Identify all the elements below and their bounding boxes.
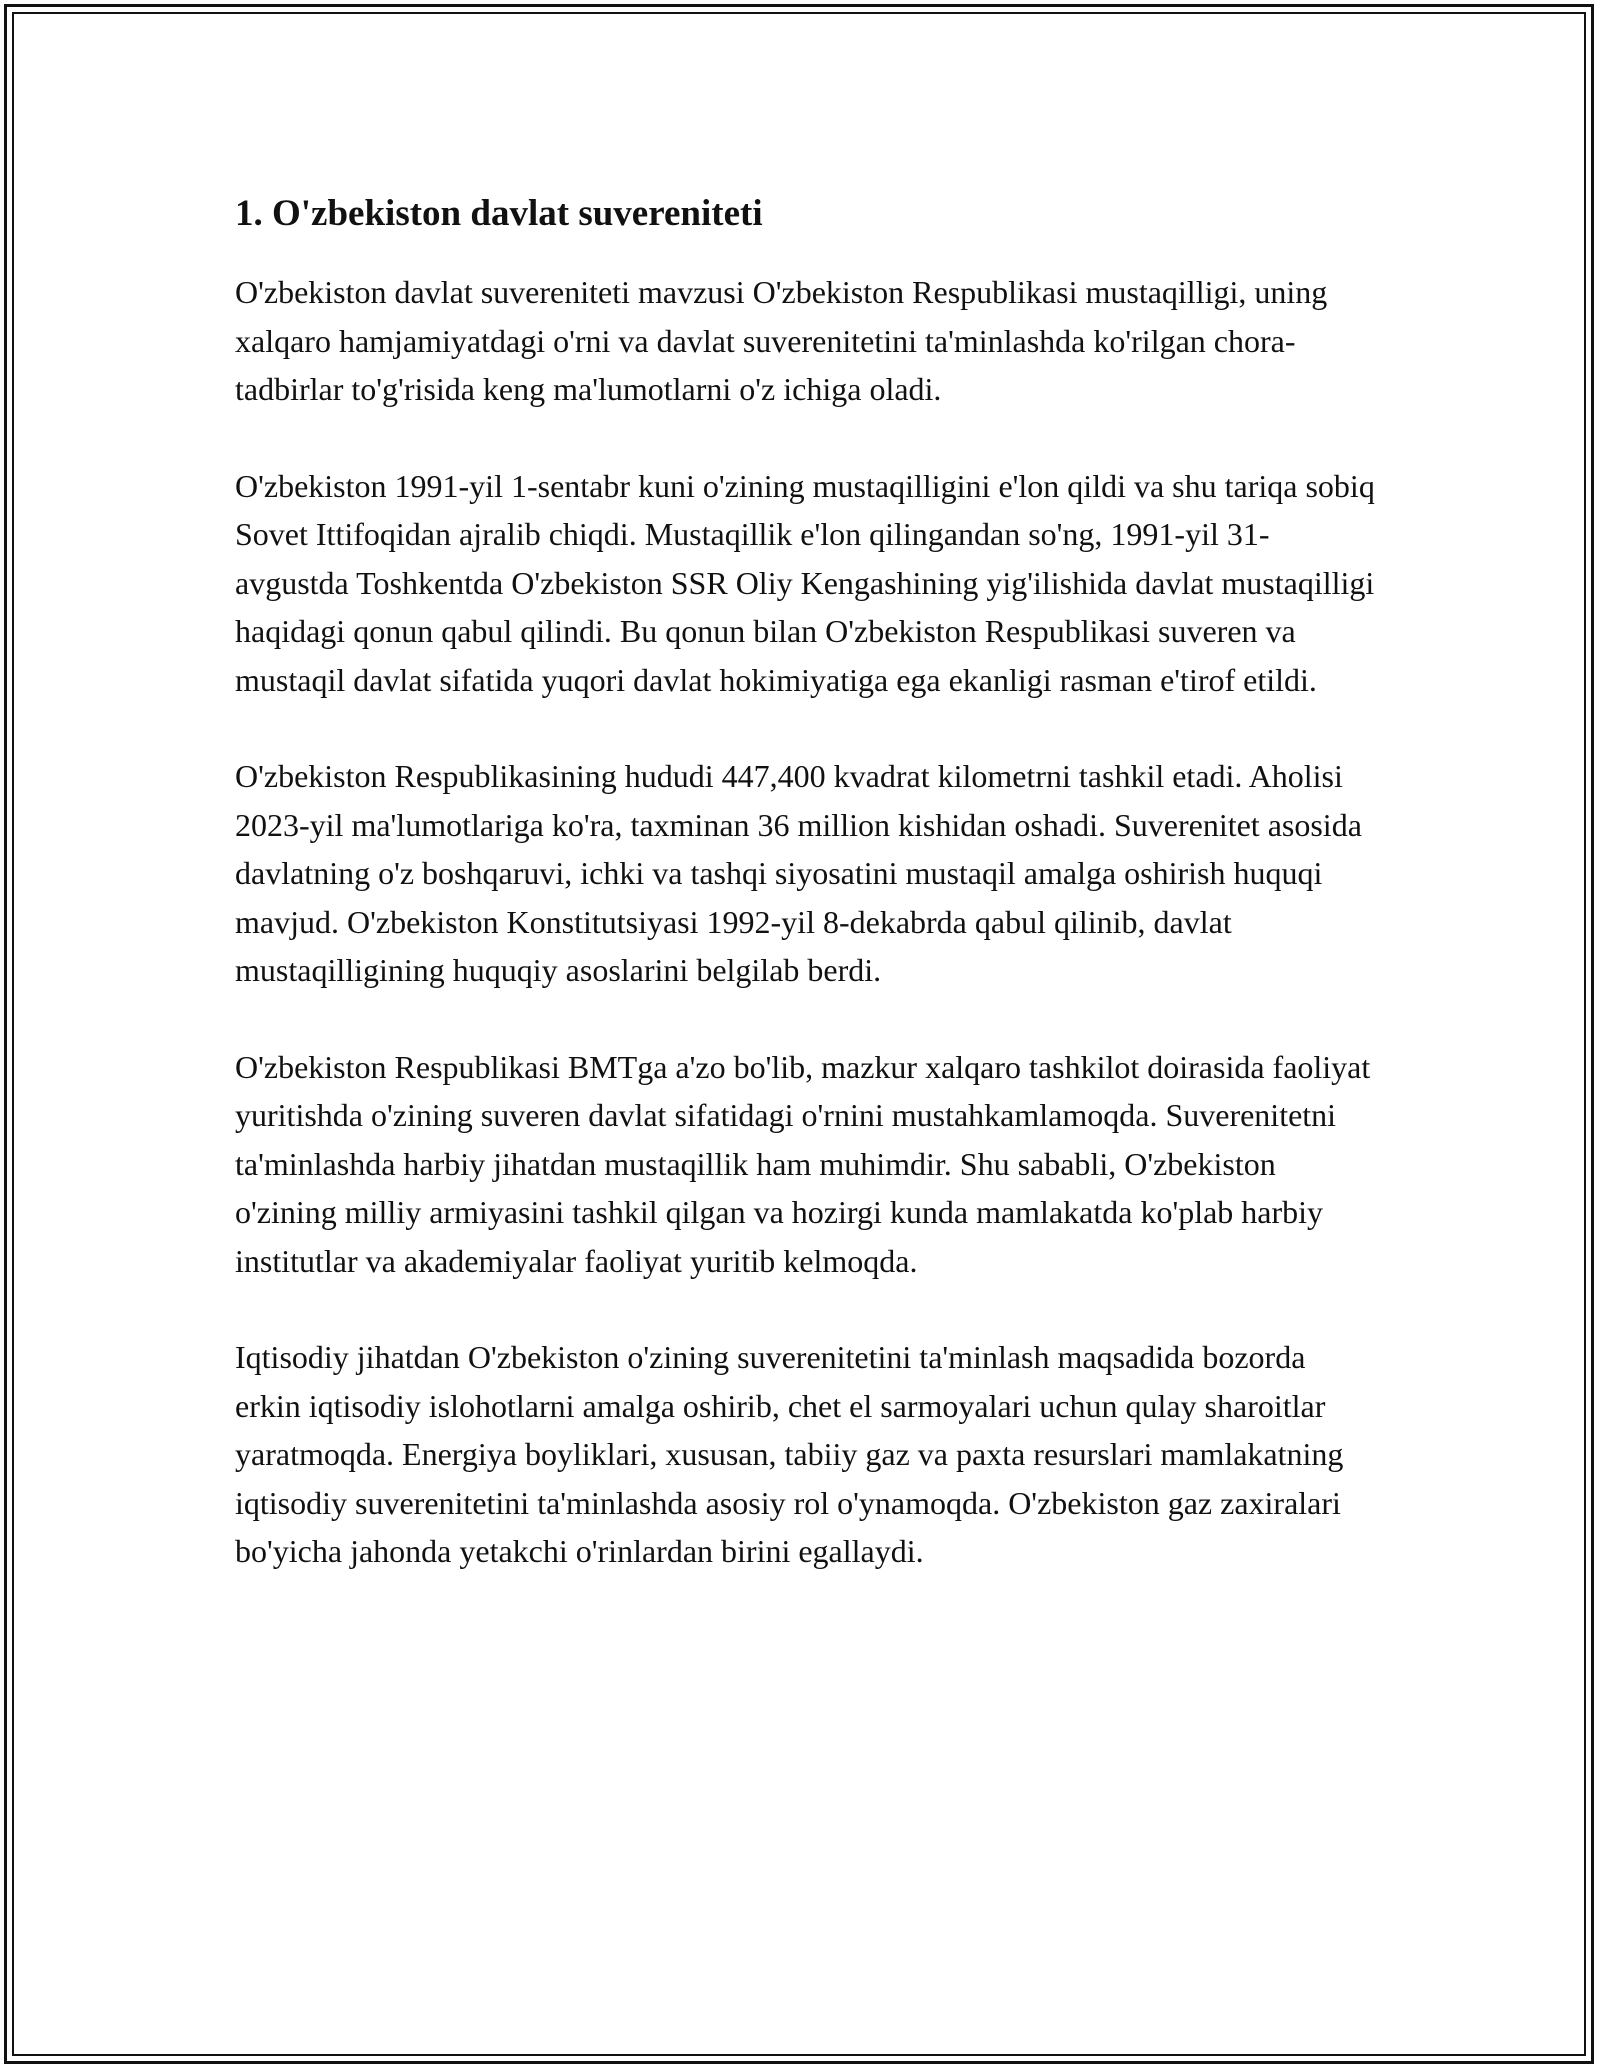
paragraph-territory: O'zbekiston Respublikasining hududi 447,400 kvadrat kilometrni tashkil etadi. Aholisi 2023-yil ma'lumotlariga ko'ra, taxminan 36 million kishidan oshadi. Suverenitet asosida davlatning o'z boshqaruvi, ichki va tashqi siyosatini mustaqil amalga oshirish huquqi mavjud. O'zbekiston Konstitutsiyasi 1992-yil 8-dekabrda qabul qilinib, davlat mustaqilligining huquqiy asoslarini belgilab berdi.	[235, 758, 1362, 988]
paragraph-independence: O'zbekiston 1991-yil 1-sentabr kuni o'zining mustaqilligini e'lon qildi va shu tariqa sobiq Sovet Ittifoqidan ajralib chiqdi. Mustaqillik e'lon qilingandan so'ng, 1991-yil 31-avgustda Toshkentda O'zbekiston SSR Oliy Kengashining yig'ilishida davlat mustaqilligi haqidagi qonun qabul qilindi. Bu qonun bilan O'zbekiston Respublikasi suveren va mustaqil davlat sifatida yuqori davlat hokimiyatiga ega ekanligi rasman e'tirof etildi.	[235, 467, 1375, 698]
paragraph-economy: Iqtisodiy jihatdan O'zbekiston o'zining suverenitetini ta'minlash maqsadida bozorda erkin iqtisodiy islohotlarni amalga oshirib, chet el sarmoyalari uchun qulay sharoitlar yaratmoqda. Energiya boyliklari, xususan, tabiiy gaz va paxta resurslari mamlakatning iqtisodiy suverenitetini ta'minlashda asosiy rol o'ynamoqda. O'zbekiston gaz zaxiralari bo'yicha jahonda yetakchi o'rinlardan birini egallaydi.	[235, 1339, 1344, 1569]
paragraph-international: O'zbekiston Respublikasi BMTga a'zo bo'lib, mazkur xalqaro tashkilot doirasida faoliyat yuritishda o'zining suveren davlat sifatidagi o'rnini mustahkamlamoqda. Suverenitetni ta'minlashda harbiy jihatdan mustaqillik ham muhimdir. Shu sababli, O'zbekiston o'zining milliy armiyasini tashkil qilgan va hozirgi kunda mamlakatda ko'plab harbiy institutlar va akademiyalar faoliyat yuritib kelmoqda.	[235, 1048, 1371, 1279]
paragraph-intro: O'zbekiston davlat suvereniteti mavzusi O'zbekiston Respublikasi mustaqilligi, uning xalqaro hamjamiyatdagi o'rni va davlat suverenitetini ta'minlashda ko'rilgan chora-tadbirlar to'g'risida keng ma'lumotlarni o'z ichiga oladi.	[235, 274, 1328, 407]
section-heading: 1. O'zbekiston davlat suvereniteti	[235, 193, 763, 234]
document-body	[235, 188, 1375, 1624]
